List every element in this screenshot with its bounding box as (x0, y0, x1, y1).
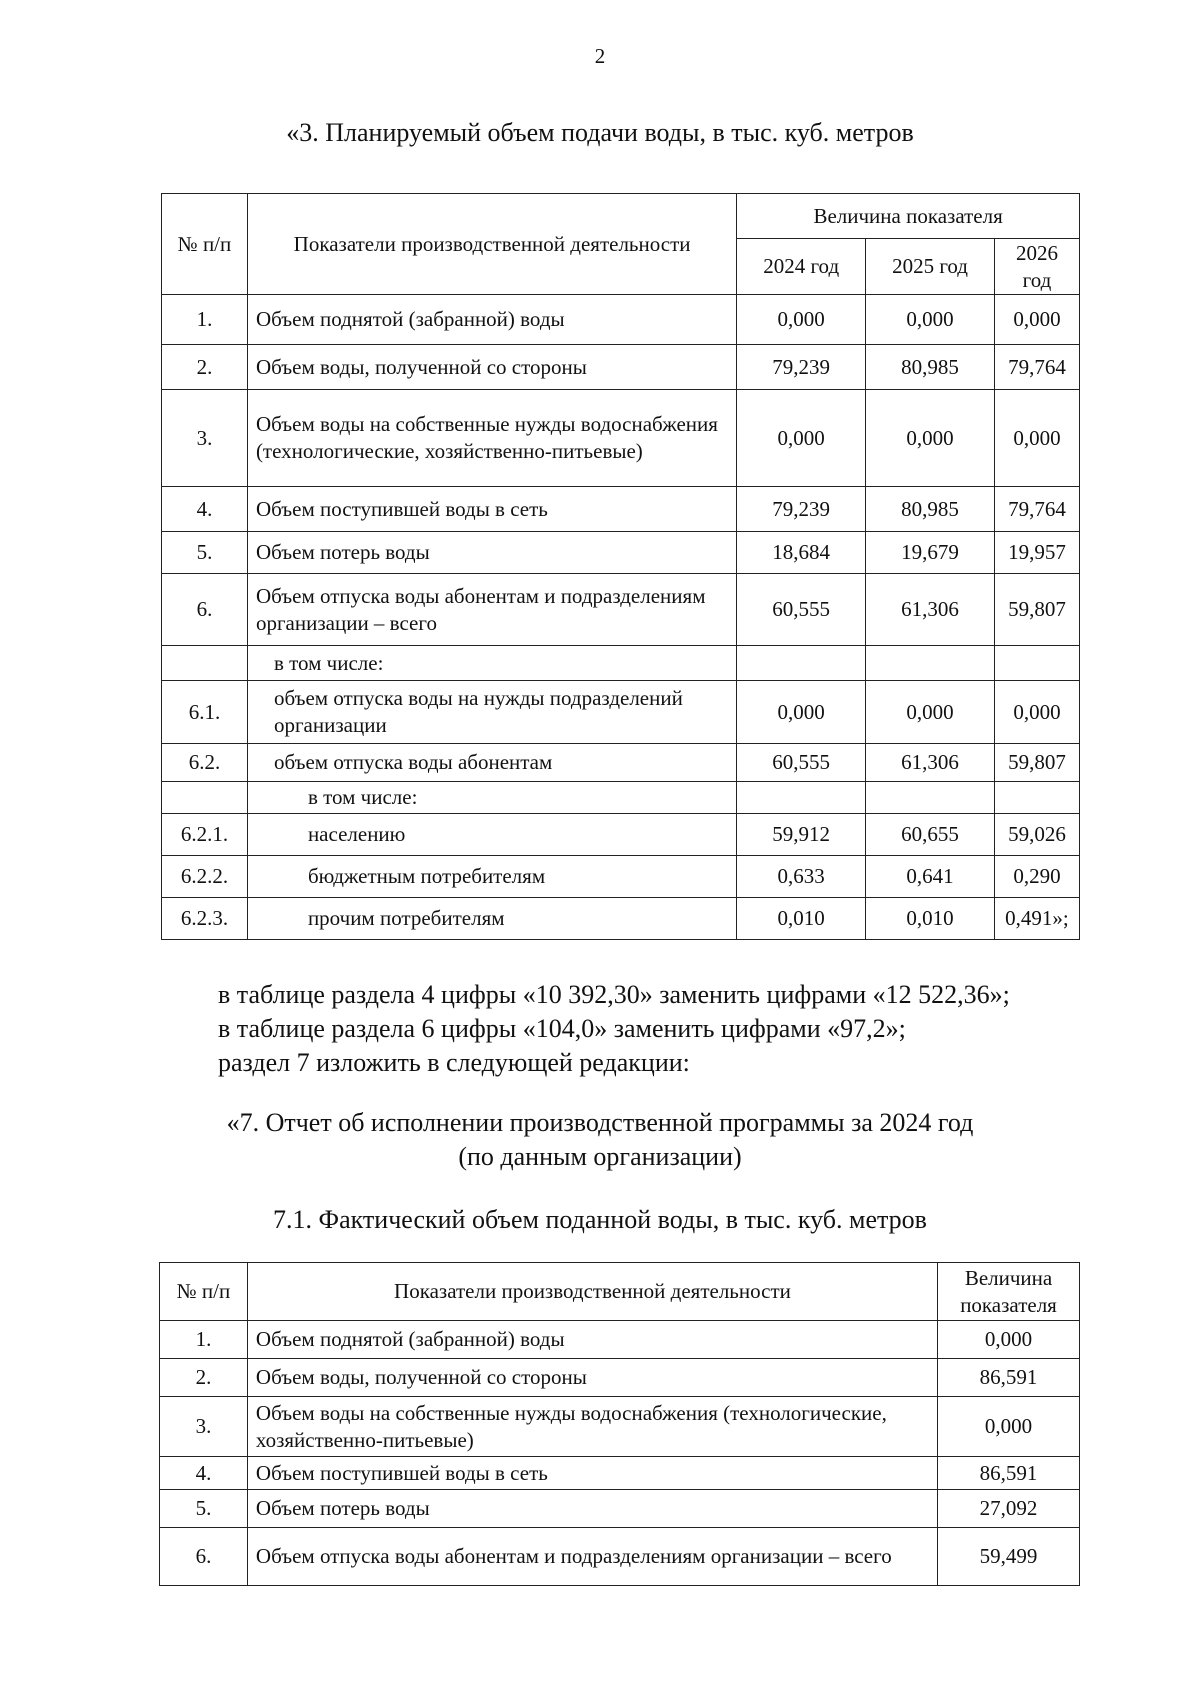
table1-title: «3. Планируемый объем подачи воды, в тыс. куб. метров (286, 118, 914, 147)
row-value (737, 646, 866, 681)
row-value: 0,290 (994, 856, 1079, 898)
row-value: 0,000 (938, 1321, 1080, 1359)
row-value (737, 782, 866, 814)
table-row (162, 814, 1080, 856)
paragraph: раздел 7 изложить в следующей редакции: (218, 1048, 690, 1077)
col-num-header: № п/п (162, 194, 248, 295)
row-num: 6. (160, 1528, 248, 1586)
row-num: 6. (162, 574, 248, 646)
row-value: 86,591 (938, 1457, 1080, 1490)
table2-title: 7.1. Фактический объем поданной воды, в тыс. куб. метров (273, 1205, 927, 1234)
row-value: 60,555 (737, 574, 866, 646)
col-num-header: № п/п (160, 1263, 248, 1321)
row-indicator: объем отпуска воды на нужды подразделений организации (247, 681, 736, 744)
row-value: 19,957 (994, 532, 1079, 574)
col-indicator-header: Показатели производственной деятельности (247, 1263, 937, 1321)
row-value: 0,000 (938, 1397, 1080, 1457)
table-row (162, 345, 1080, 390)
row-value: 0,000 (994, 295, 1079, 345)
section7-title: «7. Отчет об исполнении производственной программы за 2024 год (226, 1108, 974, 1137)
table-row (162, 487, 1080, 532)
row-value: 59,912 (737, 814, 866, 856)
row-num: 4. (160, 1457, 248, 1490)
table-row (160, 1321, 1080, 1359)
row-num: 3. (162, 390, 248, 487)
table-row (162, 744, 1080, 782)
table-row (160, 1490, 1080, 1528)
row-num: 6.2.2. (162, 856, 248, 898)
table-row (160, 1457, 1080, 1490)
row-indicator: в том числе: (247, 782, 736, 814)
row-value: 18,684 (737, 532, 866, 574)
row-indicator: Объем поднятой (забранной) воды (247, 295, 736, 345)
row-indicator: Объем потерь воды (247, 532, 736, 574)
row-num: 6.2.3. (162, 898, 248, 940)
row-value: 0,491»; (994, 898, 1079, 940)
row-indicator: населению (247, 814, 736, 856)
row-value: 86,591 (938, 1359, 1080, 1397)
actual-water-supply-table (159, 1262, 1080, 1586)
row-value: 0,000 (994, 390, 1079, 487)
row-indicator: Объем воды, полученной со стороны (247, 1359, 937, 1397)
row-value: 79,239 (737, 487, 866, 532)
table-row (160, 1528, 1080, 1586)
table-row (162, 646, 1080, 681)
row-num: 2. (160, 1359, 248, 1397)
table-row (162, 782, 1080, 814)
row-value: 0,641 (866, 856, 995, 898)
row-value: 61,306 (866, 574, 995, 646)
row-value (866, 782, 995, 814)
row-indicator: в том числе: (247, 646, 736, 681)
row-num: 6.2. (162, 744, 248, 782)
row-value: 0,000 (866, 390, 995, 487)
row-num: 2. (162, 345, 248, 390)
row-indicator: Объем воды, полученной со стороны (247, 345, 736, 390)
row-value: 79,764 (994, 487, 1079, 532)
row-indicator: Объем воды на собственные нужды водоснабжения (технологические, хозяйственно-питьевые) (247, 1397, 937, 1457)
row-indicator: Объем поступившей воды в сеть (247, 487, 736, 532)
table-row (162, 532, 1080, 574)
row-value: 80,985 (866, 487, 995, 532)
col-indicator-header: Показатели производственной деятельности (247, 194, 736, 295)
row-indicator: Объем отпуска воды абонентам и подразделениям организации – всего (247, 574, 736, 646)
row-indicator: прочим потребителям (247, 898, 736, 940)
table-row (162, 295, 1080, 345)
year-header: 2025 год (866, 239, 995, 295)
row-value: 19,679 (866, 532, 995, 574)
planned-water-supply-table (161, 193, 1080, 940)
row-value: 0,000 (994, 681, 1079, 744)
row-indicator: Объем воды на собственные нужды водоснабжения (технологические, хозяйственно-питьевые) (247, 390, 736, 487)
year-header: 2024 год (737, 239, 866, 295)
row-value: 0,633 (737, 856, 866, 898)
table-row (162, 856, 1080, 898)
row-value (994, 782, 1079, 814)
row-value: 0,000 (866, 681, 995, 744)
row-value: 27,092 (938, 1490, 1080, 1528)
table-row (160, 1397, 1080, 1457)
row-num (162, 782, 248, 814)
row-value (866, 646, 995, 681)
row-num: 4. (162, 487, 248, 532)
row-value: 61,306 (866, 744, 995, 782)
row-indicator: бюджетным потребителям (247, 856, 736, 898)
page-number: 2 (594, 44, 606, 68)
row-value: 60,555 (737, 744, 866, 782)
row-value: 59,807 (994, 744, 1079, 782)
table-row (160, 1359, 1080, 1397)
row-num: 5. (162, 532, 248, 574)
row-num: 3. (160, 1397, 248, 1457)
row-indicator: Объем поднятой (забранной) воды (247, 1321, 937, 1359)
row-value: 60,655 (866, 814, 995, 856)
row-value: 0,010 (866, 898, 995, 940)
col-value-header: Величина показателя (938, 1263, 1080, 1321)
row-indicator: объем отпуска воды абонентам (247, 744, 736, 782)
row-num: 1. (162, 295, 248, 345)
row-value: 0,000 (737, 295, 866, 345)
row-value: 59,026 (994, 814, 1079, 856)
row-value: 0,010 (737, 898, 866, 940)
table-row (162, 898, 1080, 940)
row-num: 5. (160, 1490, 248, 1528)
row-indicator: Объем потерь воды (247, 1490, 937, 1528)
row-value: 0,000 (737, 681, 866, 744)
row-num: 6.1. (162, 681, 248, 744)
row-value: 0,000 (866, 295, 995, 345)
row-value: 79,764 (994, 345, 1079, 390)
row-value: 80,985 (866, 345, 995, 390)
paragraph: в таблице раздела 4 цифры «10 392,30» заменить цифрами «12 522,36»; (218, 980, 1010, 1009)
row-value: 0,000 (737, 390, 866, 487)
year-header: 2026 год (994, 239, 1079, 295)
row-num: 1. (160, 1321, 248, 1359)
table-row (162, 681, 1080, 744)
row-indicator: Объем поступившей воды в сеть (247, 1457, 937, 1490)
row-value: 59,807 (994, 574, 1079, 646)
row-value: 59,499 (938, 1528, 1080, 1586)
row-num (162, 646, 248, 681)
row-num: 6.2.1. (162, 814, 248, 856)
table-row (162, 390, 1080, 487)
section7-subtitle: (по данным организации) (458, 1142, 742, 1171)
table-row (162, 574, 1080, 646)
row-value (994, 646, 1079, 681)
row-value: 79,239 (737, 345, 866, 390)
row-indicator: Объем отпуска воды абонентам и подразделениям организации – всего (247, 1528, 937, 1586)
paragraph: в таблице раздела 6 цифры «104,0» заменить цифрами «97,2»; (218, 1014, 906, 1043)
col-value-group-header: Величина показателя (737, 194, 1080, 239)
